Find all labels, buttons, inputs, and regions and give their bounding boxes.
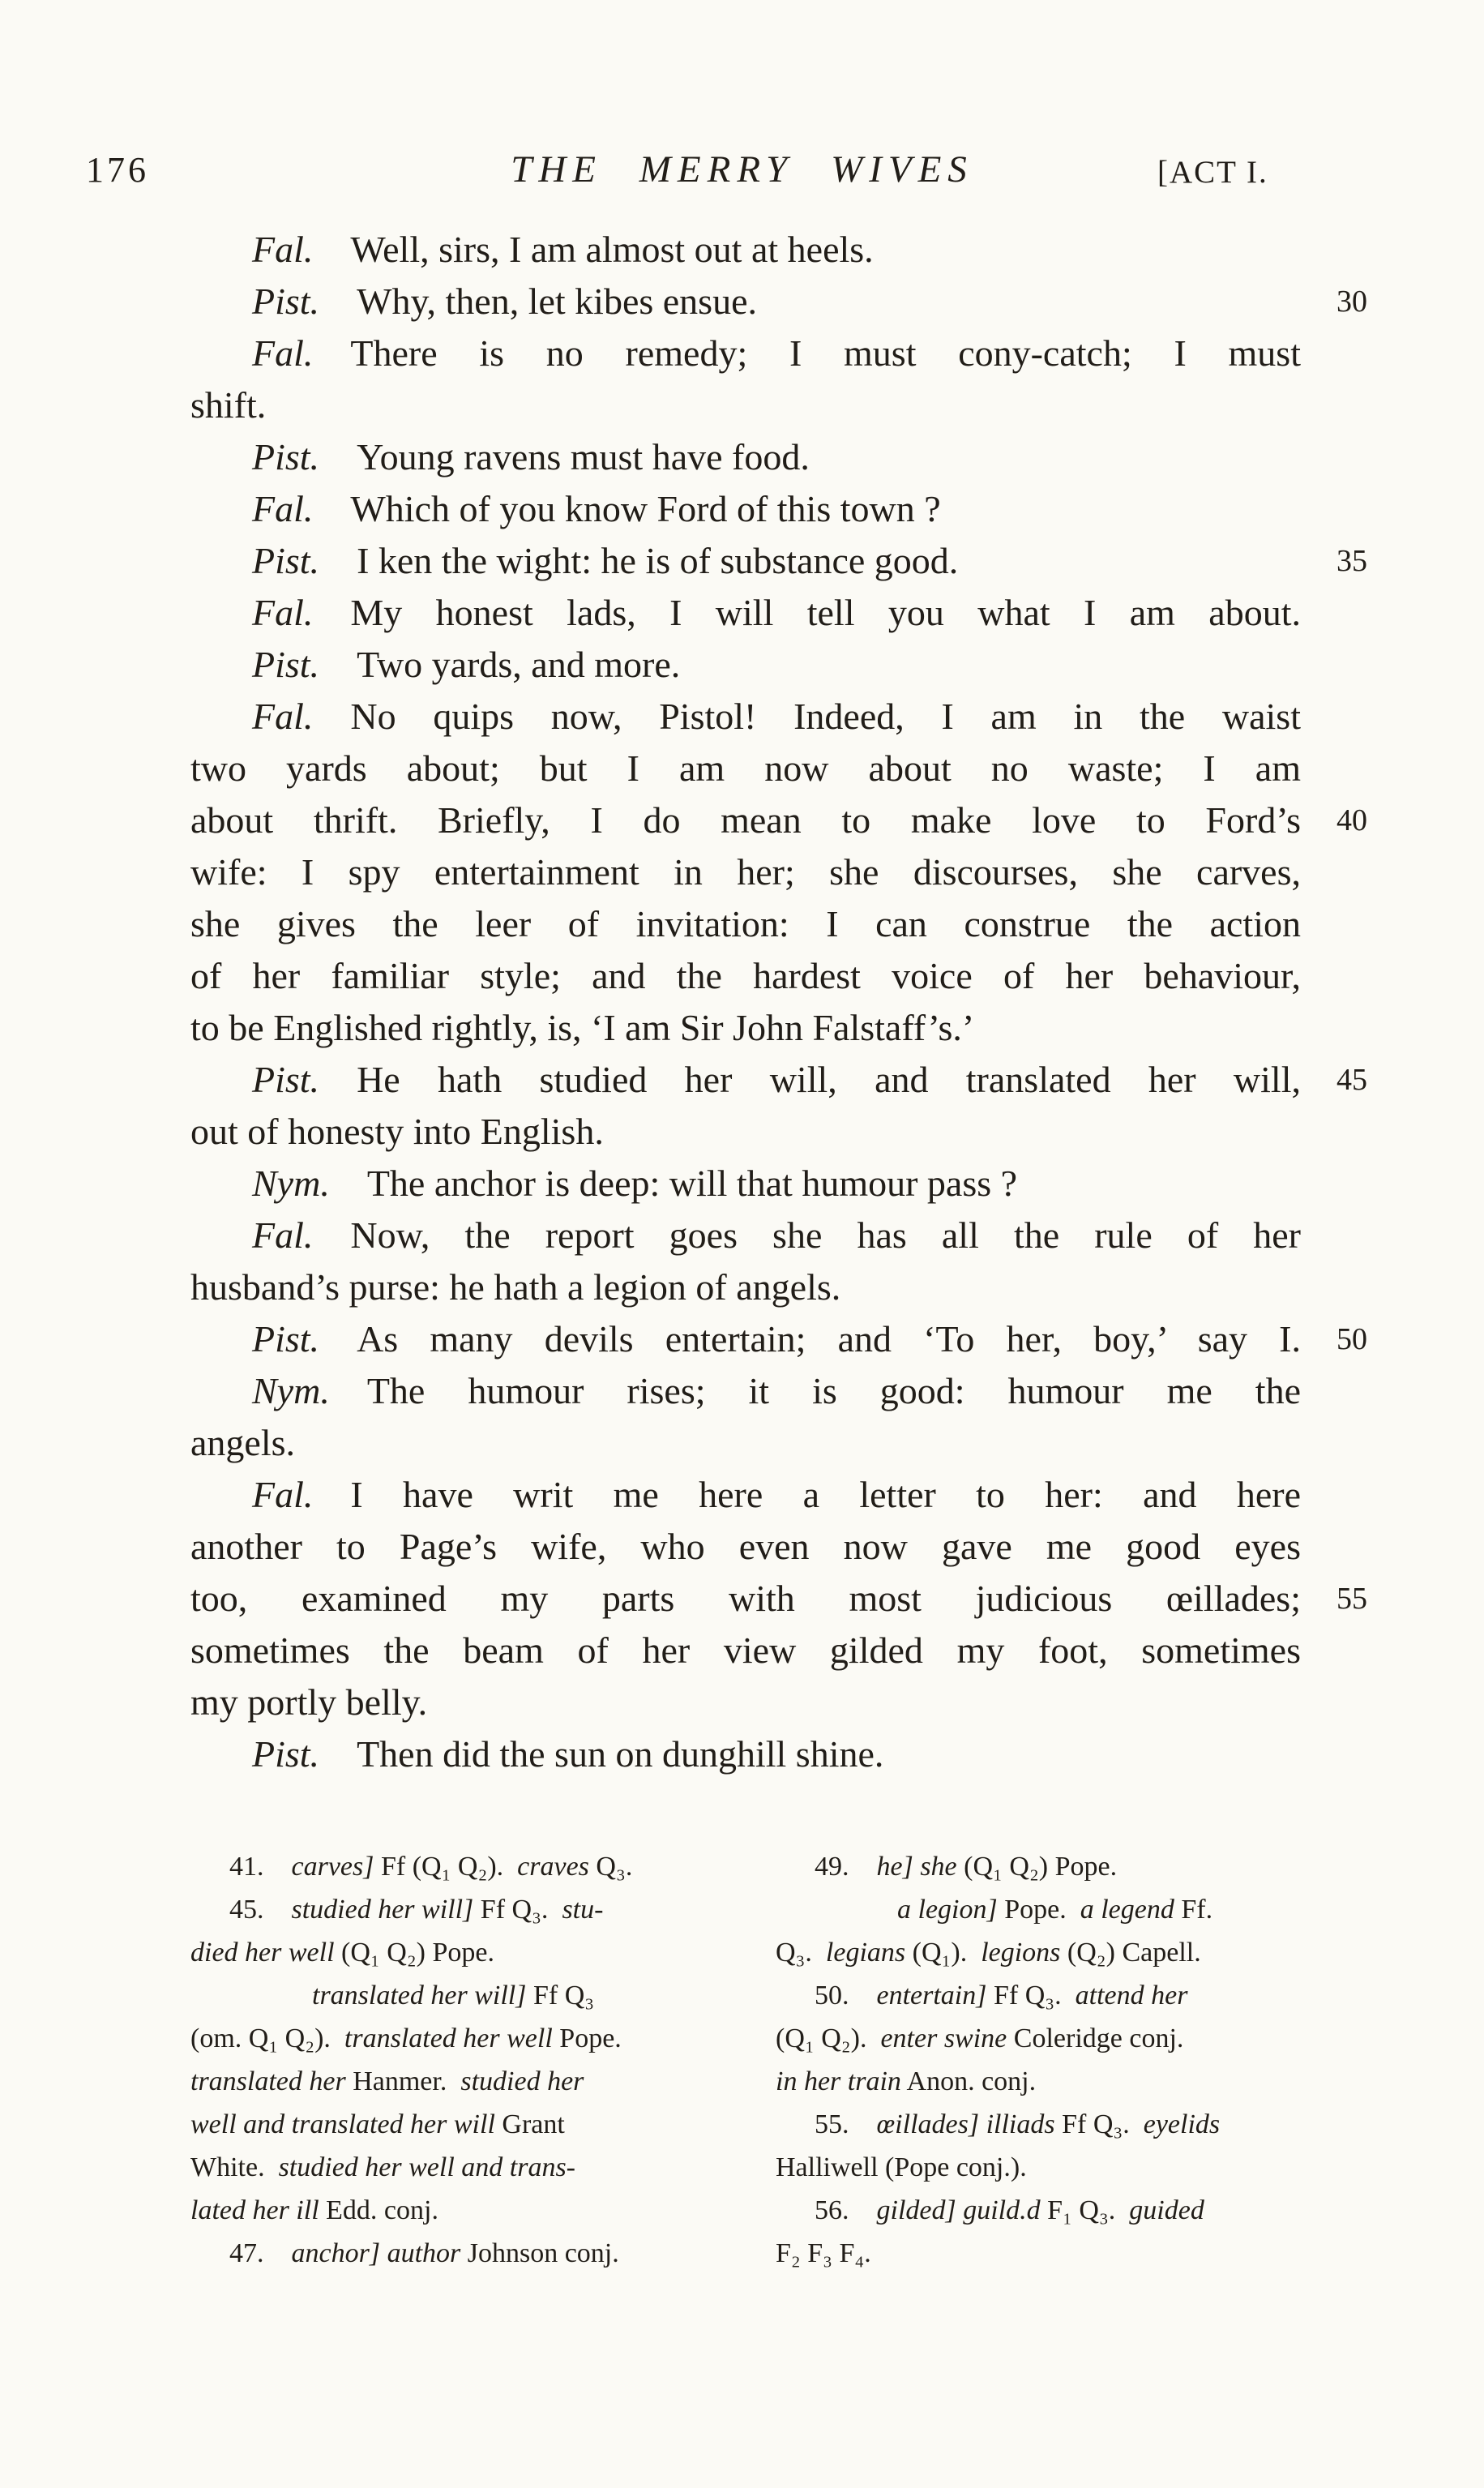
footnote-line bbox=[776, 2060, 1327, 2103]
footnote-line bbox=[190, 1931, 725, 1974]
footnote-segment: Ff Q₃ bbox=[526, 1981, 595, 2011]
play-line: Fal. My honest lads, I will tell you what I am about. bbox=[252, 592, 1301, 633]
footnote-segment: guild.d bbox=[963, 2195, 1041, 2225]
play-line: Fal. Which of you know Ford of this town ? bbox=[252, 488, 941, 529]
footnote-line bbox=[190, 2232, 725, 2275]
line-number: 35 bbox=[1336, 544, 1367, 578]
play-line: wife: I spy entertainment in her; she discourses, she carves, bbox=[190, 851, 1301, 893]
speaker-label: Nym. bbox=[252, 1370, 330, 1411]
footnote-line bbox=[190, 2017, 725, 2060]
footnote-segment: legians bbox=[825, 1938, 906, 1968]
speaker-label: Pist. bbox=[252, 540, 320, 581]
footnote-segment: Hanmer. bbox=[345, 2066, 461, 2096]
footnote-segment: carves] bbox=[291, 1852, 374, 1882]
speaker-label: Fal. bbox=[252, 696, 314, 737]
footnote-segment: translated her will] bbox=[312, 1981, 527, 2011]
footnote-segment: died her well bbox=[190, 1938, 335, 1968]
footnote-segment: in her train bbox=[776, 2066, 901, 2096]
footnote-line bbox=[190, 1888, 725, 1931]
footnote-line bbox=[190, 2060, 725, 2103]
footnote-segment: 50. bbox=[815, 1981, 877, 2011]
footnote-segment: he] bbox=[876, 1852, 913, 1882]
speaker-label: Fal. bbox=[252, 488, 314, 529]
speaker-label: Pist. bbox=[252, 1059, 320, 1100]
footnote-segment: Ff (Q₁ Q₂). bbox=[374, 1852, 518, 1882]
speaker-label: Nym. bbox=[252, 1163, 330, 1204]
play-line: another to Page’s wife, who even now gave me good eyes bbox=[190, 1526, 1301, 1567]
footnote-segment: 45. bbox=[229, 1895, 292, 1925]
play-line: Pist. He hath studied her will, and translated her will, 45 bbox=[190, 1054, 1301, 1106]
footnote-line bbox=[190, 2146, 725, 2189]
footnote-segment: œillades] bbox=[876, 2109, 980, 2139]
line-number: 55 bbox=[1336, 1582, 1367, 1616]
speaker-label: Fal. bbox=[252, 592, 314, 633]
speaker-label: Pist. bbox=[252, 280, 320, 322]
footnote-segment: guided bbox=[1129, 2195, 1204, 2225]
play-line: Fal. Now, the report goes she has all the rule of her bbox=[252, 1214, 1301, 1256]
footnote-segment: (Q₁ Q₂) Pope. bbox=[334, 1938, 494, 1968]
footnote-line bbox=[190, 2189, 725, 2232]
play-line: husband’s purse: he hath a legion of angels. bbox=[190, 1266, 841, 1308]
footnote-segment bbox=[979, 2109, 986, 2139]
footnote-segment: 56. bbox=[815, 2195, 877, 2225]
footnote-segment: translated her bbox=[190, 2066, 346, 2096]
footnote-line bbox=[776, 1931, 1327, 1974]
play-line: Fal. There is no remedy; I must cony-catch; I must bbox=[252, 332, 1301, 374]
footnote-segment: Q₃. bbox=[776, 1938, 826, 1968]
footnote-segment: stu- bbox=[562, 1895, 604, 1925]
footnote-segment: author bbox=[387, 2238, 461, 2268]
footnote-segment bbox=[956, 2195, 964, 2225]
play-line: Pist. As many devils entertain; and ‘To her, boy,’ say I. 50 bbox=[190, 1313, 1301, 1365]
footnote-segment: 55. bbox=[815, 2109, 877, 2139]
play-line: to be Englished rightly, is, ‘I am Sir John Falstaff’s.’ bbox=[190, 1007, 975, 1048]
footnote-segment: legions bbox=[981, 1938, 1061, 1968]
play-line: shift. bbox=[190, 384, 267, 426]
footnote-segment: Halliwell (Pope conj.). bbox=[776, 2152, 1027, 2182]
speaker-label: Pist. bbox=[252, 644, 320, 685]
play-line: out of honesty into English. bbox=[190, 1111, 604, 1152]
play-line: Pist. I ken the wight: he is of substance good. 35 bbox=[190, 535, 1301, 587]
line-number: 40 bbox=[1336, 803, 1367, 837]
footnote-segment: attend her bbox=[1075, 1981, 1188, 2011]
footnote-segment: translated her well bbox=[344, 2023, 553, 2053]
play-line: Fal. Well, sirs, I am almost out at heels. bbox=[252, 229, 874, 270]
footnote-segment: Q₃. bbox=[588, 1852, 633, 1882]
footnote-line bbox=[776, 1974, 1327, 2017]
footnote-segment: Coleridge conj. bbox=[1007, 2023, 1184, 2053]
footnote-segment: gilded] bbox=[876, 2195, 956, 2225]
footnote-segment: F₁ Q₃. bbox=[1040, 2195, 1130, 2225]
play-line: Pist. Young ravens must have food. bbox=[252, 436, 810, 477]
line-number: 50 bbox=[1336, 1322, 1367, 1356]
footnote-segment: a legend bbox=[1080, 1895, 1174, 1925]
footnotes-right bbox=[776, 1845, 1327, 2275]
play-line: sometimes the beam of her view gilded my foot, sometimes bbox=[190, 1629, 1301, 1671]
footnote-segment: Pope. bbox=[552, 2023, 622, 2053]
play-line: she gives the leer of invitation: I can construe the action bbox=[190, 903, 1301, 944]
footnote-segment: 47. bbox=[229, 2238, 292, 2268]
footnote-line bbox=[776, 1888, 1327, 1931]
play-line: too, examined my parts with most judicious œillades; 55 bbox=[190, 1573, 1301, 1625]
play-text bbox=[190, 224, 1367, 1780]
footnote-segment: 41. bbox=[229, 1852, 292, 1882]
footnote-segment: Pope. bbox=[997, 1895, 1080, 1925]
footnote-line bbox=[776, 2232, 1327, 2275]
play-line: Pist. Why, then, let kibes ensue. 30 bbox=[190, 276, 1301, 328]
footnote-segment: studied her bbox=[460, 2066, 584, 2096]
footnote-segment: entertain] bbox=[876, 1981, 987, 2011]
play-line: Pist. Two yards, and more. bbox=[252, 644, 681, 685]
speaker-label: Pist. bbox=[252, 1733, 320, 1775]
footnote-segment: eyelids bbox=[1143, 2109, 1221, 2139]
play-line: Fal. No quips now, Pistol! Indeed, I am in the waist bbox=[252, 696, 1301, 737]
line-number: 45 bbox=[1336, 1063, 1367, 1097]
footnote-segment: (Q₁). bbox=[905, 1938, 981, 1968]
play-line: Nym. The humour rises; it is good: humour me the bbox=[252, 1370, 1301, 1411]
speaker-label: Fal. bbox=[252, 332, 314, 374]
running-title: THE MERRY WIVES bbox=[511, 148, 973, 191]
page-number: 176 bbox=[86, 150, 149, 190]
footnote-line bbox=[776, 2189, 1327, 2232]
footnote-segment: anchor] bbox=[291, 2238, 381, 2268]
footnote-segment: White. bbox=[190, 2152, 279, 2182]
footnote-segment: (Q₁ Q₂) Pope. bbox=[956, 1852, 1118, 1882]
footnote-segment: Grant bbox=[494, 2109, 565, 2139]
play-line: about thrift. Briefly, I do mean to make love to Ford’s 40 bbox=[190, 794, 1301, 846]
footnote-segment: Ff Q₃. bbox=[1054, 2109, 1144, 2139]
footnote-segment: lated her ill bbox=[190, 2195, 319, 2225]
footnote-segment: Edd. conj. bbox=[319, 2195, 438, 2225]
play-line: Pist. Then did the sun on dunghill shine. bbox=[252, 1733, 884, 1775]
footnote-segment: studied her well and trans- bbox=[278, 2152, 576, 2182]
footnote-segment: Ff Q₃. bbox=[473, 1895, 562, 1925]
footnote-segment bbox=[380, 2238, 387, 2268]
footnote-line bbox=[190, 1845, 725, 1888]
footnote-segment: craves bbox=[517, 1852, 589, 1882]
play-line: two yards about; but I am now about no waste; I am bbox=[190, 747, 1301, 789]
footnote-line bbox=[776, 2017, 1327, 2060]
line-number: 30 bbox=[1336, 285, 1367, 319]
footnote-segment: studied her will] bbox=[291, 1895, 474, 1925]
footnote-segment: illiads bbox=[986, 2109, 1055, 2139]
play-line: my portly belly. bbox=[190, 1681, 428, 1723]
footnote-segment: enter swine bbox=[880, 2023, 1007, 2053]
play-line: Nym. The anchor is deep: will that humour pass ? bbox=[252, 1163, 1018, 1204]
speaker-label: Fal. bbox=[252, 229, 314, 270]
footnote-segment: well and translated her will bbox=[190, 2109, 495, 2139]
play-line: Fal. I have writ me here a letter to her: and here bbox=[252, 1474, 1301, 1515]
footnote-line bbox=[776, 2146, 1327, 2189]
speaker-label: Fal. bbox=[252, 1474, 314, 1515]
footnote-line bbox=[776, 2103, 1327, 2146]
footnote-line bbox=[190, 2103, 725, 2146]
footnote-segment: she bbox=[920, 1852, 957, 1882]
footnote-segment: F₂ F₃ F₄. bbox=[776, 2238, 871, 2268]
footnote-segment: Ff. bbox=[1174, 1895, 1213, 1925]
footnotes-left bbox=[190, 1845, 725, 2275]
footnote-segment: Johnson conj. bbox=[460, 2238, 619, 2268]
speaker-label: Fal. bbox=[252, 1214, 314, 1256]
act-label: [ACT I. bbox=[1157, 155, 1268, 190]
play-line: of her familiar style; and the hardest voice of her behaviour, bbox=[190, 955, 1301, 996]
footnote-segment: Ff Q₃. bbox=[986, 1981, 1076, 2011]
footnote-line bbox=[776, 1845, 1327, 1888]
play-line: angels. bbox=[190, 1422, 296, 1463]
footnote-segment: a legion] bbox=[897, 1895, 998, 1925]
footnote-segment: (Q₂) Capell. bbox=[1060, 1938, 1201, 1968]
footnote-segment: 49. bbox=[815, 1852, 877, 1882]
footnote-line bbox=[190, 1974, 725, 2017]
footnote-segment: (om. Q₁ Q₂). bbox=[190, 2023, 344, 2053]
speaker-label: Pist. bbox=[252, 1318, 320, 1360]
footnote-segment: (Q₁ Q₂). bbox=[776, 2023, 881, 2053]
footnote-segment: Anon. conj. bbox=[900, 2066, 1037, 2096]
speaker-label: Pist. bbox=[252, 436, 320, 477]
